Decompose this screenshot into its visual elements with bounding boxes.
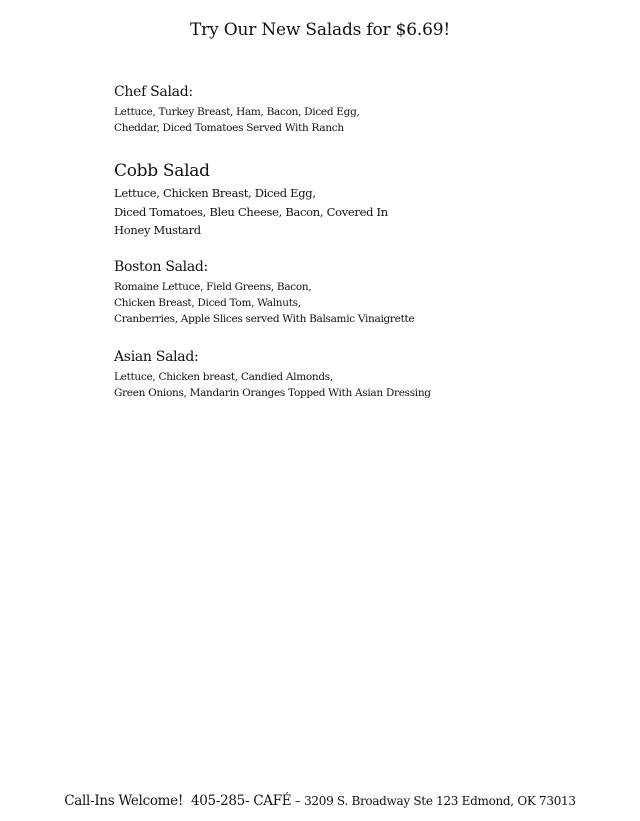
salad-name: Asian Salad:	[114, 349, 199, 365]
salad-description-line: Diced Tomatoes, Bleu Cheese, Bacon, Covered In	[114, 204, 388, 219]
salad-description-line: Honey Mustard	[114, 223, 201, 237]
salad-description-line: Lettuce, Chicken breast, Candied Almonds,	[114, 371, 333, 383]
salad-name: Cobb Salad	[114, 161, 210, 181]
salad-description-line: Green Onions, Mandarin Oranges Topped With Asian Dressing	[114, 387, 431, 399]
footer-contact	[0, 793, 640, 809]
footer-address: 3209 S. Broadway Ste 123 Edmond, OK 73013	[304, 794, 576, 808]
salad-description-line: Lettuce, Turkey Breast, Ham, Bacon, Diced Egg,	[114, 106, 360, 118]
salad-description-line: Romaine Lettuce, Field Greens, Bacon,	[114, 281, 312, 293]
salad-item-cobb	[114, 161, 554, 240]
salad-item-asian	[114, 349, 554, 401]
salad-description-line: Chicken Breast, Diced Tom, Walnuts,	[114, 297, 301, 309]
salad-description-line: Lettuce, Chicken Breast, Diced Egg,	[114, 186, 316, 200]
salad-description-line: Cranberries, Apple Slices served With Balsamic Vinaigrette	[114, 313, 415, 325]
page-title: Try Our New Salads for $6.69!	[190, 20, 450, 40]
call-ins-text: Call-Ins Welcome!	[64, 793, 183, 809]
salad-name: Chef Salad:	[114, 84, 193, 100]
salad-description-line: Cheddar, Diced Tomatoes Served With Ranch	[114, 122, 344, 134]
footer-separator: –	[291, 794, 305, 808]
phone-number: 405-285- CAFÉ	[190, 793, 292, 809]
salad-item-boston	[114, 259, 554, 327]
salad-name: Boston Salad:	[114, 259, 208, 275]
salad-item-chef	[114, 84, 554, 136]
